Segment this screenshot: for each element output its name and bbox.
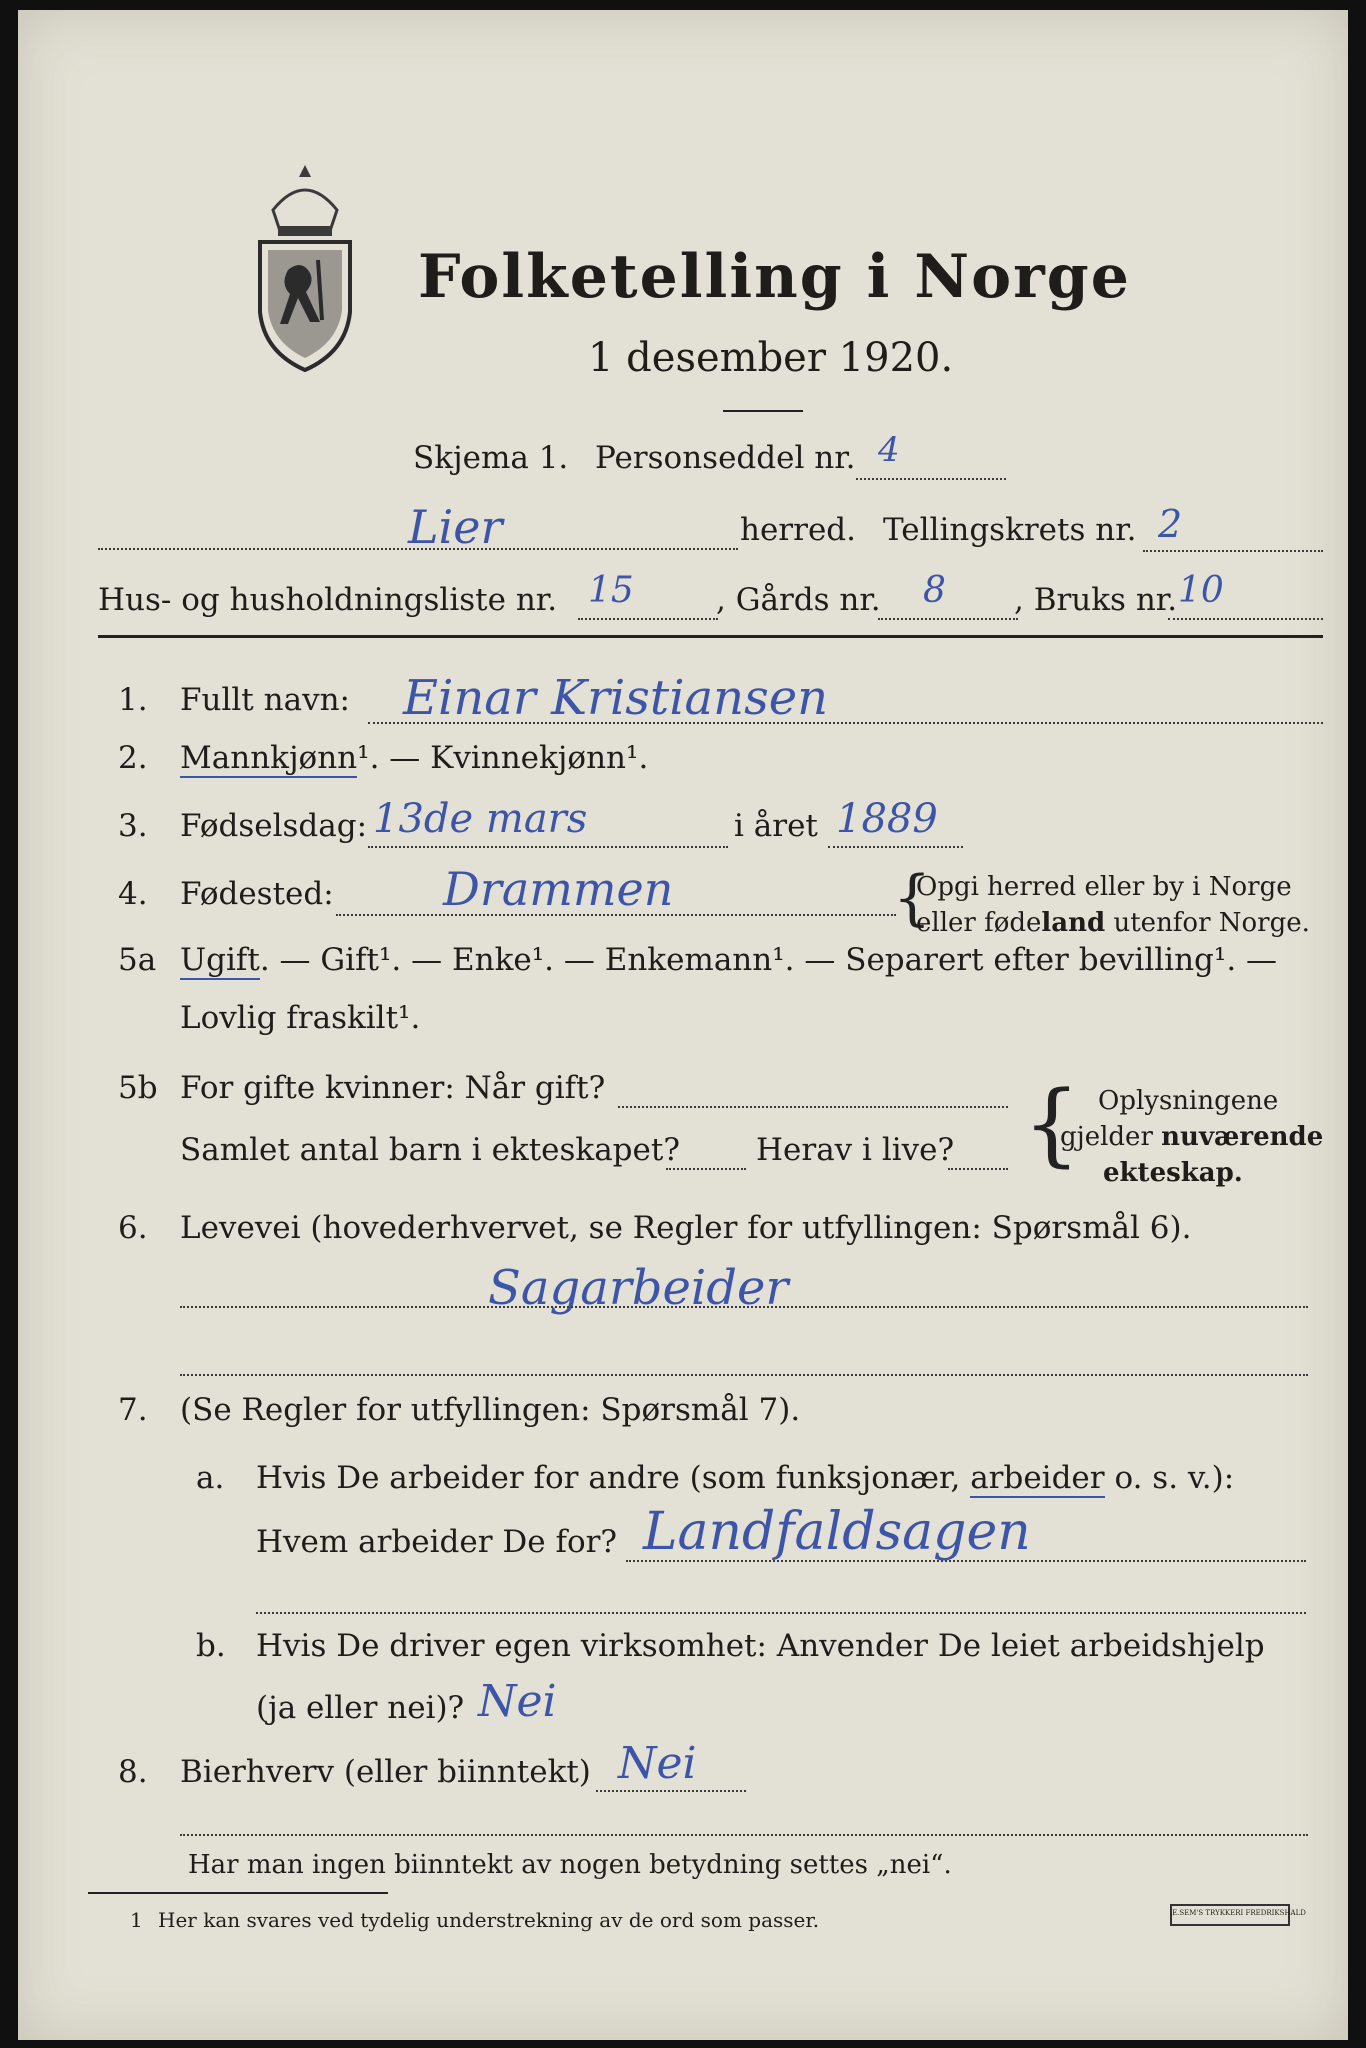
q5b-number: 5b: [118, 1070, 158, 1106]
q3-birth-year: 1889: [836, 796, 938, 842]
q8-answer: Nei: [618, 1738, 697, 1789]
tellingskrets-label: Tellingskrets nr.: [883, 512, 1137, 548]
q7a-letter: a.: [196, 1460, 225, 1496]
q5a-ugift-option: Ugift: [180, 942, 260, 978]
q4-label: Fødested:: [180, 876, 334, 912]
q6-line1: [180, 1306, 1308, 1308]
q4-note-line1: Opgi herred eller by i Norge: [916, 872, 1292, 902]
hus-value: 15: [588, 570, 634, 611]
personseddel-value: 4: [878, 430, 900, 470]
q7-number: 7.: [118, 1392, 148, 1428]
q5a-number: 5a: [118, 942, 157, 978]
q3-year-line: [828, 846, 963, 848]
q4-number: 4.: [118, 876, 148, 912]
q5b-note-line1: Oplysningene: [1098, 1086, 1279, 1116]
bruks-line: [1168, 618, 1323, 620]
q8-label: Bierhverv (eller biinntekt): [180, 1754, 591, 1790]
q3-label: Fødselsdag:: [180, 808, 368, 844]
q2-number: 2.: [118, 740, 148, 776]
q2-male-option: Mannkjønn: [180, 740, 358, 776]
q7b-label: Hvis De driver egen virksomhet: Anvender De leiet arbeidshjelp: [256, 1628, 1265, 1664]
printer-stamp: E.SEM'S TRYKKERI FREDRIKSHALD: [1170, 1904, 1290, 1926]
q1-label: Fullt navn:: [180, 682, 350, 718]
q6-line2: [180, 1374, 1308, 1376]
q5b-label-alive: Herav i live?: [756, 1132, 955, 1168]
form-title: Folketelling i Norge: [418, 242, 1131, 312]
q8-line2: [180, 1834, 1308, 1836]
q5b-label-married: For gifte kvinner: Når gift?: [180, 1070, 606, 1106]
hus-line: [578, 618, 718, 620]
q7a-employer-label: Hvem arbeider De for?: [256, 1524, 618, 1560]
bruks-label: , Bruks nr.: [1014, 582, 1178, 618]
q5b-note-line2: gjelder nuværende: [1060, 1122, 1324, 1152]
q5b-note-line3: ekteskap.: [1103, 1158, 1243, 1188]
q5b-children-line: [666, 1168, 746, 1170]
q3-year-label: i året: [734, 808, 818, 844]
q4-birthplace: Drammen: [443, 862, 674, 916]
bruks-value: 10: [1178, 570, 1224, 611]
q7a-employer: Landfaldsagen: [643, 1502, 1031, 1562]
q7b-answer: Nei: [478, 1676, 557, 1727]
tellingskrets-line: [1143, 550, 1323, 552]
q5b-label-children: Samlet antal barn i ekteskapet?: [180, 1132, 680, 1168]
q1-full-name: Einar Kristiansen: [403, 670, 829, 726]
norwegian-coat-of-arms-icon: [248, 160, 363, 375]
q3-day-line: [368, 846, 728, 848]
q4-note-line2: eller fødeland utenfor Norge.: [916, 908, 1310, 938]
footnote-number: 1: [130, 1908, 143, 1932]
hus-label: Hus- og husholdningsliste nr.: [98, 582, 558, 618]
q5b-married-line: [618, 1106, 1008, 1108]
personseddel-line: [856, 478, 1006, 480]
q2-separator: . —: [369, 740, 431, 776]
q7-label: (Se Regler for utfyllingen: Spørsmål 7).: [180, 1392, 801, 1428]
footnote-rule: [88, 1892, 388, 1894]
q4-brace: {: [893, 863, 932, 933]
q3-birth-day: 13de mars: [373, 796, 588, 842]
q6-occupation: Sagarbeider: [488, 1260, 789, 1316]
header-rule: [98, 635, 1323, 638]
q1-number: 1.: [118, 682, 148, 718]
q3-number: 3.: [118, 808, 148, 844]
title-divider: [723, 410, 803, 412]
q5b-alive-line: [948, 1168, 1008, 1170]
q7b-sub-label: (ja eller nei)?: [256, 1690, 465, 1726]
q7b-letter: b.: [196, 1628, 226, 1664]
q5a-options: Ugift. — Gift¹. — Enke¹. — Enkemann¹. — Separert efter bevilling¹. —: [180, 942, 1278, 978]
q8-line: [596, 1790, 746, 1792]
herred-label: herred.: [740, 512, 856, 548]
q7a-line2: [256, 1612, 1306, 1614]
gards-value: 8: [923, 570, 946, 611]
q7a-label: Hvis De arbeider for andre (som funksjonær, arbeider o. s. v.):: [256, 1460, 1235, 1496]
q2-female-option: Kvinnekjønn: [430, 740, 627, 776]
q6-number: 6.: [118, 1210, 148, 1246]
footnote-text: Her kan svares ved tydelig understrekning av de ord som passer.: [158, 1908, 820, 1932]
q5b-brace: {: [1023, 1072, 1081, 1177]
q5a-line2: Lovlig fraskilt¹.: [180, 1000, 421, 1036]
form-date: 1 desember 1920.: [588, 335, 954, 381]
personseddel-label: Personseddel nr.: [595, 440, 856, 476]
footer-note: Har man ingen biinntekt av nogen betydning settes „nei“.: [188, 1850, 952, 1880]
schema-label: Skjema 1.: [413, 440, 569, 476]
gards-line: [878, 618, 1018, 620]
herred-value: Lier: [408, 500, 503, 554]
q2-gender-line: Mannkjønn¹. — Kvinnekjønn¹.: [180, 740, 649, 776]
q8-number: 8.: [118, 1754, 148, 1790]
tellingskrets-value: 2: [1158, 502, 1183, 546]
q6-label: Levevei (hovederhvervet, se Regler for utfyllingen: Spørsmål 6).: [180, 1210, 1192, 1246]
census-form: [18, 10, 1348, 2040]
gards-label: , Gårds nr.: [716, 582, 881, 618]
